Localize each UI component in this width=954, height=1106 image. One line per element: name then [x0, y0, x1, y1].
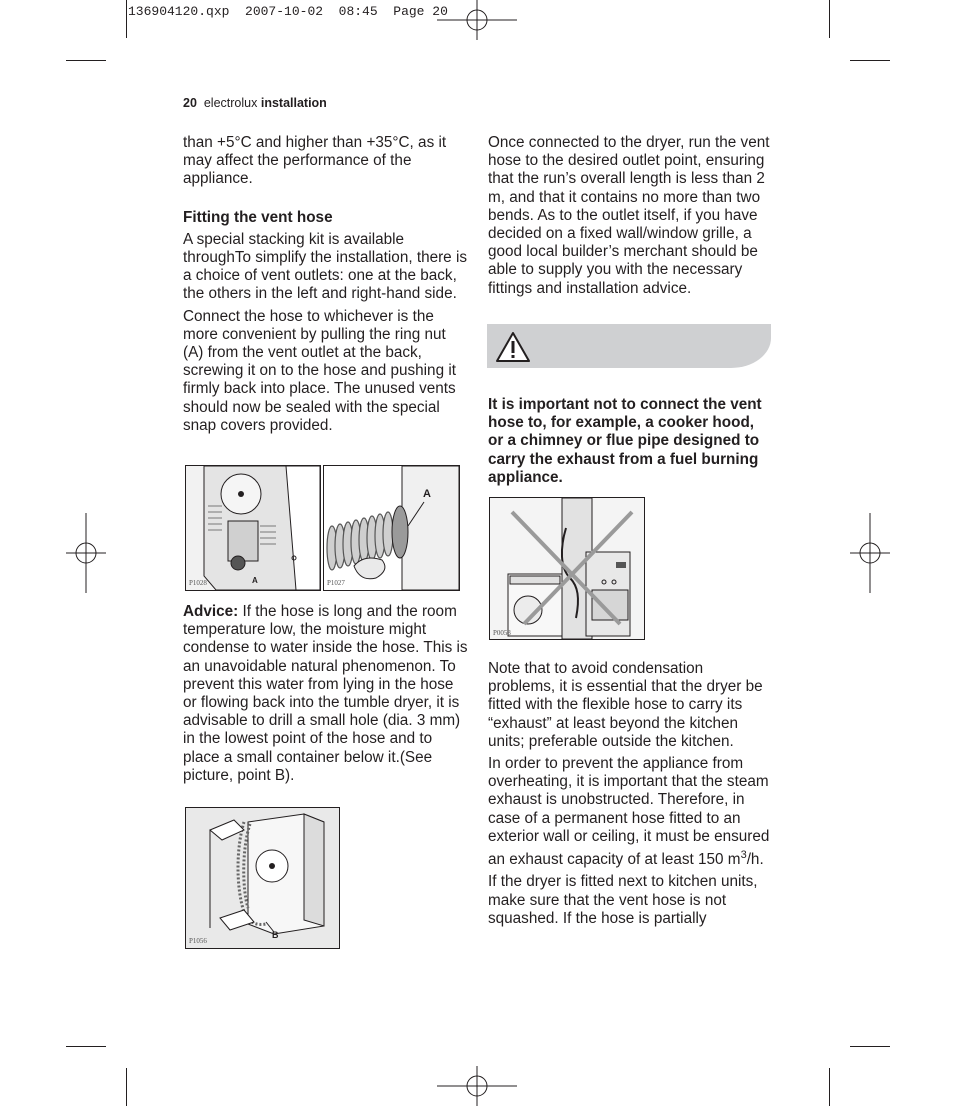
right-column-bottom — [488, 660, 773, 932]
advice-label: Advice: — [183, 603, 239, 620]
callout-label-b: B — [272, 930, 279, 940]
left-column-top — [183, 134, 468, 439]
section-title: installation — [260, 96, 327, 110]
callout-label-a: A — [252, 576, 258, 585]
figure-code: P0053 — [493, 629, 511, 637]
slug-file: 136904120.qxp — [128, 4, 230, 19]
section-heading: Fitting the vent hose — [183, 208, 333, 226]
page-number: 20 — [183, 96, 197, 110]
advice-block — [183, 603, 468, 789]
exhaust-superscript: 3 — [740, 849, 747, 862]
warning-triangle-icon — [494, 330, 532, 364]
print-slug — [128, 4, 448, 19]
warning-text: It is important not to connect the vent hose to, for example, a cooker hood, or a chimney or flue pipe designed to carry the exhaust from a fuel burning appliance. — [488, 396, 762, 486]
registration-mark-left — [66, 513, 106, 593]
figure-kitchen-not-allowed — [489, 497, 645, 640]
figure-hose-connection — [323, 465, 460, 591]
brand-name: electrolux — [203, 96, 258, 110]
stacking-kit-paragraph: A special stacking kit is available throughTo simplify the installation, there is a choice of vent outlets: one at the back, the others in the left and right-hand side. — [183, 230, 467, 303]
dryer-rear-illustration — [186, 466, 320, 590]
figure-code: P1056 — [189, 937, 207, 945]
slug-time: 08:45 — [338, 4, 378, 19]
hose-routing-paragraph: Once connected to the dryer, run the vent hose to the desired outlet point, ensuring that the run’s overall length is less than 2 m, and that it contains no more than two bends. As to the outlet itself, if you have decided on a fixed wall/window grille, a good local builder’s merchant should be able to supply you with the necessary fittings and installation advice. — [488, 134, 770, 297]
exhaust-capacity-paragraph — [488, 755, 773, 869]
running-header — [183, 96, 327, 110]
advice-paragraph — [183, 603, 468, 785]
callout-label-a: A — [423, 488, 431, 500]
connect-hose-paragraph: Connect the hose to whichever is the more convenient by pulling the ring nut (A) from the vent outlet at the back, screwing it on to the hose and pushing it firmly back into place. The unused vents should now be sealed with the special snap covers provided. — [183, 307, 456, 434]
registration-mark-top — [437, 0, 517, 40]
intro-paragraph: than +5°C and higher than +35°C, as it may affect the performance of the appliance. — [183, 134, 447, 188]
exhaust-text: In order to prevent the appliance from overheating, it is important that the steam exhaust is unobstructed. Therefore, in case of a permanent hose fitted to an exterior wall or ceiling, it must be ensured an exhaust capacity of at least 150 m — [488, 755, 770, 869]
warning-text-block — [488, 396, 773, 491]
registration-mark-bottom — [437, 1066, 517, 1106]
figure-dryer-rear — [185, 465, 321, 591]
figure-code: P1027 — [327, 579, 345, 587]
hose-connection-illustration — [324, 466, 459, 590]
figure-code: P1028 — [189, 579, 207, 587]
figure-hose-drain-point — [185, 807, 340, 949]
slug-page: Page 20 — [393, 4, 448, 19]
advice-text: If the hose is long and the room temperature low, the moisture might condense to water inside the hose. This is an unavoidable natural phenomenon. To prevent this water from lying in the hose or flowing back into the tumble dryer, it is advisable to drill a small hole (dia. 3 mm) in the lowest point of the hose and to place a small container below it.(See picture, point B). — [183, 603, 468, 784]
slug-date: 2007-10-02 — [245, 4, 324, 19]
kitchen-crossed-illustration — [490, 498, 644, 639]
kitchen-units-paragraph: If the dryer is fitted next to kitchen units, make sure that the vent hose is not squashed. If the hose is partially — [488, 873, 758, 927]
right-column-top — [488, 134, 773, 302]
registration-mark-right — [850, 513, 890, 593]
exhaust-unit: /h. — [746, 851, 764, 869]
condensation-paragraph: Note that to avoid condensation problems, it is essential that the dryer be fitted with the flexible hose to carry its “exhaust” at least beyond the kitchen units; preferable outside the kitchen. — [488, 660, 763, 750]
hose-drain-illustration — [186, 808, 339, 948]
